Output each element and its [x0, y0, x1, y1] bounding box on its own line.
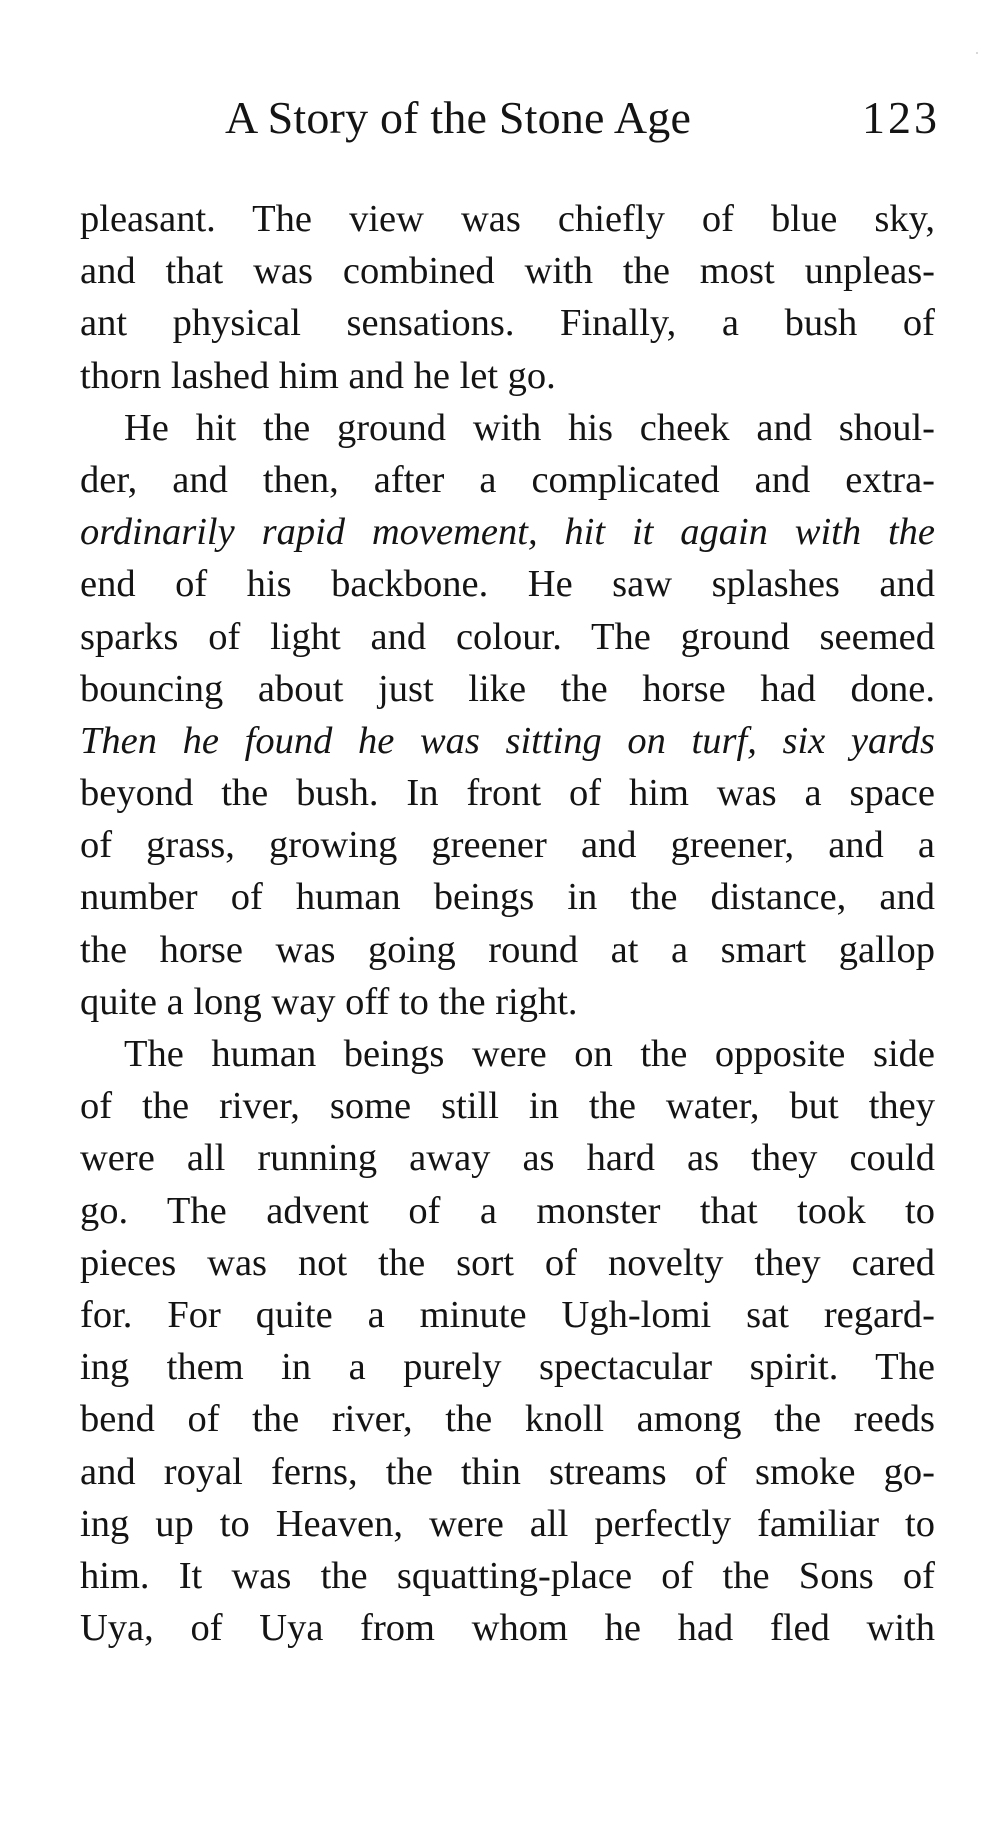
- text-line: were all running away as hard as they could: [80, 1137, 935, 1180]
- text-line: go. The advent of a monster that took to: [80, 1189, 935, 1232]
- text-line: him. It was the squatting-place of the Sons of: [80, 1554, 935, 1597]
- text-line: bend of the river, the knoll among the reeds: [80, 1398, 935, 1441]
- text-line: ing up to Heaven, were all perfectly familiar to: [80, 1502, 935, 1545]
- text-line: pleasant. The view was chiefly of blue sky,: [80, 198, 935, 240]
- text-line: der, and then, after a complicated and extra-: [80, 458, 935, 501]
- text-line: Uya, of Uya from whom he had fled with: [80, 1607, 935, 1650]
- text-line: ant physical sensations. Finally, a bush of: [80, 302, 935, 345]
- text-line: thorn lashed him and he let go.: [80, 354, 556, 397]
- text-line: end of his backbone. He saw splashes and: [80, 563, 935, 606]
- text-line: bouncing about just like the horse had done.: [80, 667, 935, 710]
- running-title: A Story of the Stone Age: [225, 92, 692, 143]
- text-line: and that was combined with the most unpleas-: [80, 250, 935, 293]
- text-line: the horse was going round at a smart gallop: [80, 928, 935, 971]
- text-line: He hit the ground with his cheek and shoul-: [124, 406, 935, 449]
- text-line: pieces was not the sort of novelty they cared: [80, 1241, 935, 1284]
- text-line: ing them in a purely spectacular spirit. The: [80, 1346, 935, 1389]
- text-line: beyond the bush. In front of him was a space: [80, 772, 935, 815]
- text-line: Then he found he was sitting on turf, six yards: [80, 719, 935, 762]
- text-line: number of human beings in the distance, and: [80, 876, 935, 919]
- body-text: [80, 193, 935, 1654]
- text-line: of the river, some still in the water, but they: [80, 1085, 935, 1128]
- text-line: sparks of light and colour. The ground seemed: [80, 615, 935, 658]
- page-number: 123: [862, 92, 940, 143]
- text-line: quite a long way off to the right.: [80, 980, 578, 1023]
- text-line: for. For quite a minute Ugh-lomi sat regard-: [80, 1293, 935, 1336]
- text-line: of grass, growing greener and greener, and a: [80, 824, 935, 867]
- text-line: and royal ferns, the thin streams of smoke go-: [80, 1450, 935, 1493]
- scan-speck: [976, 52, 978, 54]
- text-line: The human beings were on the opposite side: [124, 1033, 935, 1075]
- text-line: ordinarily rapid movement, hit it again with the: [80, 511, 935, 554]
- running-head: [225, 88, 940, 148]
